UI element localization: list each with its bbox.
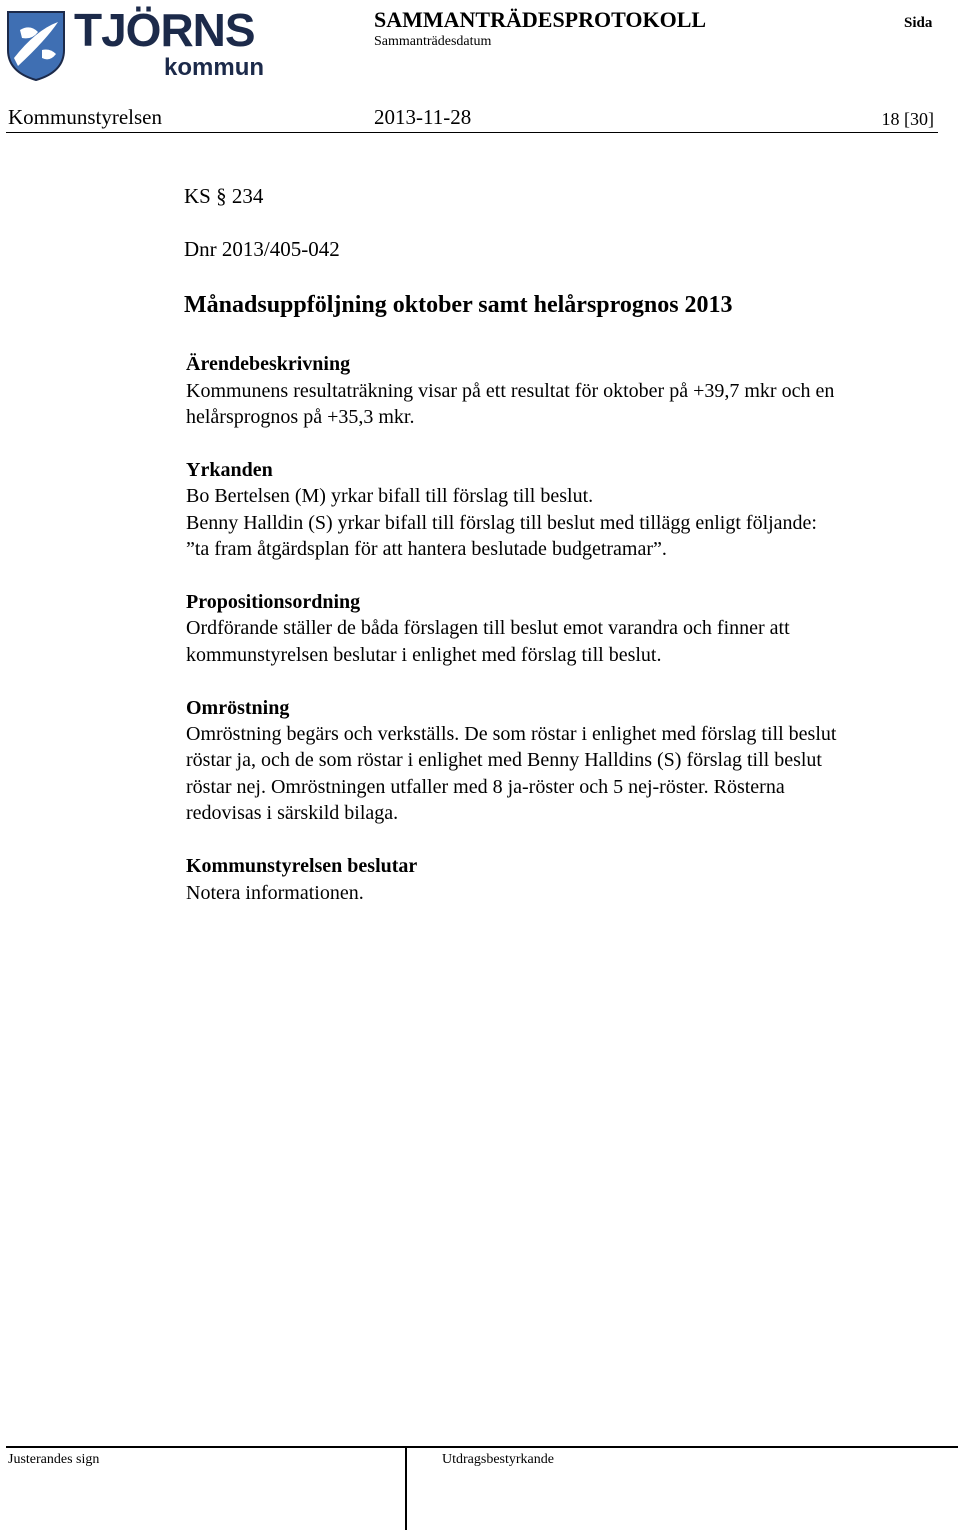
description-heading: Ärendebeskrivning xyxy=(186,353,351,375)
vote-line: röstar ja, och de som röstar i enlighet med Benny Halldins (S) förslag till beslut xyxy=(186,749,822,771)
header-divider xyxy=(6,132,938,133)
municipality-logo xyxy=(6,4,270,82)
case-title: Månadsuppföljning oktober samt helårsprognos 2013 xyxy=(184,292,733,318)
meeting-date-label: Sammanträdesdatum xyxy=(374,34,492,49)
case-number: KS § 234 xyxy=(184,184,264,208)
proposition-heading: Propositionsordning xyxy=(186,591,361,613)
vote-line: röstar nej. Omröstningen utfaller med 8 ja-röster och 5 nej-röster. Rösterna xyxy=(186,776,785,798)
document-type: SAMMANTRÄDESPROTOKOLL xyxy=(374,7,707,32)
logo-wordmark: TJÖRNS xyxy=(74,4,255,56)
signature-label: Justerandes sign xyxy=(8,1452,100,1467)
motions-line: ”ta fram åtgärdsplan för att hantera beslutade budgetramar”. xyxy=(186,538,667,560)
vote-line: Omröstning begärs och verkställs. De som röstar i enlighet med förslag till beslut xyxy=(186,723,837,745)
description-line: helårsprognos på +35,3 mkr. xyxy=(186,406,415,428)
motions-heading: Yrkanden xyxy=(186,459,273,481)
page-label: Sida xyxy=(904,15,933,31)
registration-number: Dnr 2013/405-042 xyxy=(184,237,340,261)
crest-icon xyxy=(6,10,66,82)
extract-certification-label: Utdragsbestyrkande xyxy=(442,1452,554,1467)
footer-divider xyxy=(6,1446,958,1448)
motions-line: Benny Halldin (S) yrkar bifall till förslag till beslut med tillägg enligt följande: xyxy=(186,512,817,534)
page-number: 18 [30] xyxy=(881,109,934,129)
footer-column-divider xyxy=(405,1446,407,1530)
decision-line: Notera informationen. xyxy=(186,882,364,904)
logo-subtitle: kommun xyxy=(164,54,265,81)
motions-line: Bo Bertelsen (M) yrkar bifall till förslag till beslut. xyxy=(186,485,594,507)
proposition-line: Ordförande ställer de båda förslagen till beslut emot varandra och finner att xyxy=(186,617,790,639)
meta-row xyxy=(8,104,938,130)
meeting-date: 2013-11-28 xyxy=(374,105,472,129)
description-line: Kommunens resultaträkning visar på ett resultat för oktober på +39,7 mkr och en xyxy=(186,380,835,402)
organ-name: Kommunstyrelsen xyxy=(8,105,162,129)
vote-line: redovisas i särskild bilaga. xyxy=(186,802,399,824)
proposition-line: kommunstyrelsen beslutar i enlighet med förslag till beslut. xyxy=(186,644,662,666)
decision-heading: Kommunstyrelsen beslutar xyxy=(186,855,418,877)
vote-heading: Omröstning xyxy=(186,697,290,719)
